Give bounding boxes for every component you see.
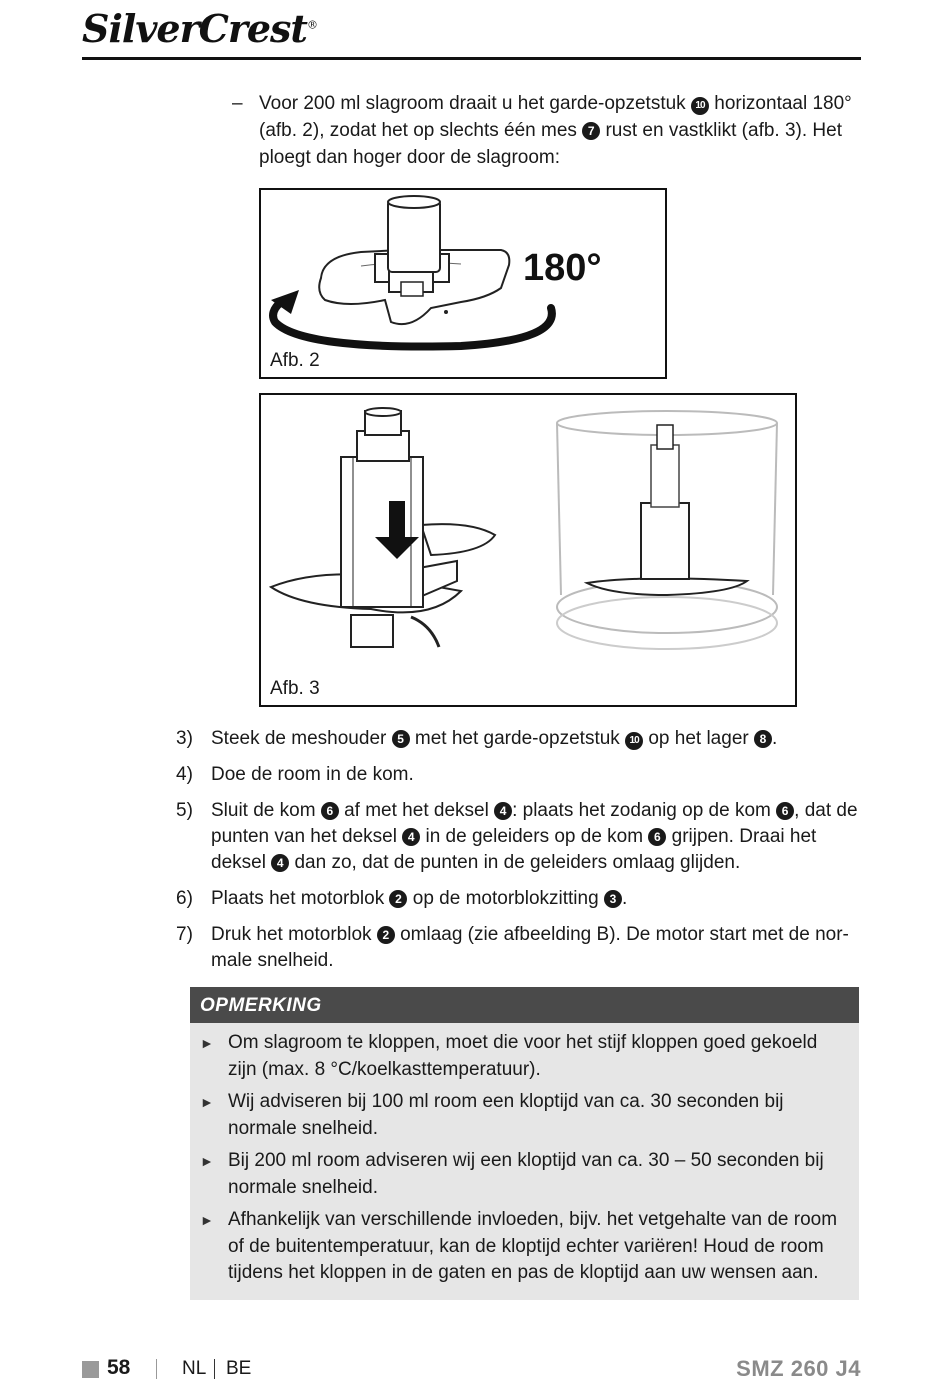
step-text: .: [772, 728, 778, 749]
step-number: 5): [176, 800, 193, 821]
language-nl: NL: [182, 1358, 207, 1379]
note-title: OPMERKING: [190, 987, 859, 1023]
whisk-rotation-illustration: [261, 190, 665, 377]
part-ref-4: 4: [402, 828, 420, 846]
step-text: Druk het motorblok: [211, 924, 377, 945]
step-text: op het lager: [643, 728, 754, 749]
step-item: [176, 922, 866, 974]
step-text: Plaats het motorblok: [211, 888, 390, 909]
part-ref-10: 10: [625, 732, 643, 750]
part-ref-3: 3: [604, 890, 622, 908]
step-text: , dat de punten van het deksel: [211, 800, 858, 847]
note-item: [200, 1030, 849, 1083]
whisk-installation-illustration: [261, 395, 795, 705]
step-text: .: [621, 888, 628, 909]
figure-3-caption: Afb. 3: [270, 678, 320, 699]
step-text: dan zo, dat de punten in de geleiders omlaag glijden.: [289, 852, 741, 873]
note-box: [190, 987, 859, 1300]
step-text: Sluit de kom: [211, 800, 321, 821]
step-text: in de geleiders op de kom: [420, 826, 649, 847]
step-item: [176, 886, 866, 912]
step-text: : plaats het zodanig op de kom: [512, 800, 777, 821]
part-ref-2: 2: [389, 890, 407, 908]
part-ref-8: 8: [754, 730, 772, 748]
step-text: omlaag (zie afbeelding B). De motor start met de nor-male snelheid.: [211, 924, 849, 971]
note-item: [200, 1207, 849, 1287]
dash-bullet: –: [232, 93, 243, 114]
note-item: [200, 1089, 849, 1142]
step-number: 4): [176, 764, 193, 785]
note-text: Afhankelijk van verschillende invloeden, bijv. het vetgehalte van de room of de buitentemperatuur, kan de kloptijd echter variëren! Houd de room tijdens het kloppen in de gaten en pas de kloptijd aan uw wensen aan.: [228, 1209, 838, 1283]
note-text: Bij 200 ml room adviseren wij een kloptijd van ca. 30 – 50 seconden bij normale snelheid.: [228, 1150, 824, 1198]
part-ref-6: 6: [648, 828, 666, 846]
step-text: af met het deksel: [338, 800, 495, 821]
note-list: [190, 1023, 859, 1287]
part-ref-6: 6: [776, 802, 794, 820]
part-ref-4: 4: [494, 802, 512, 820]
step-text: op de motorblokzitting: [407, 888, 604, 909]
figure-2: [259, 188, 667, 379]
step-text: Steek de meshouder: [211, 728, 392, 749]
part-ref-5: 5: [392, 730, 410, 748]
bullet-arrow-icon: ►: [200, 1212, 214, 1228]
page-marker-square: [82, 1361, 99, 1378]
footer-divider: [156, 1359, 157, 1379]
model-number: SMZ 260 J4: [736, 1356, 861, 1381]
step-item: [176, 726, 866, 752]
language-divider: [214, 1359, 215, 1379]
step-number: 3): [176, 728, 193, 749]
step-item: [176, 762, 866, 788]
step-text: grijpen. Draai het deksel: [211, 826, 817, 873]
bullet-arrow-icon: ►: [200, 1153, 214, 1169]
step-text: met het garde-opzetstuk: [409, 728, 626, 749]
figure-2-caption: Afb. 2: [270, 350, 320, 371]
step-number: 7): [176, 924, 193, 945]
note-item: [200, 1148, 849, 1201]
header-rule: [82, 57, 861, 60]
figure-3: [259, 393, 797, 707]
note-text: Wij adviseren bij 100 ml room een kloptijd van ca. 30 seconden bij normale snelheid.: [228, 1091, 784, 1139]
instruction-steps: [176, 726, 866, 984]
page-number: 58: [107, 1356, 131, 1379]
step-number: 6): [176, 888, 193, 909]
step-item: [176, 798, 866, 876]
intro-paragraph: – Voor 200 ml slagroom draait u het garde-opzetstuk 10 horizontaal 180° (afb. 2), zodat het op slechts één mes 7 rust en vastklikt (afb. 3). Het ploegt dan hoger door de slagroom:: [232, 90, 862, 171]
rotation-label: 180°: [523, 247, 602, 289]
footer: [82, 1356, 861, 1386]
part-ref-4: 4: [271, 854, 289, 872]
note-text: Om slagroom te kloppen, moet die voor het stijf kloppen goed gekoeld zijn (max. 8 °C/koelkasttemperatuur).: [228, 1032, 818, 1080]
part-ref-10: 10: [691, 97, 709, 115]
part-ref-7: 7: [582, 122, 600, 140]
bullet-arrow-icon: ►: [200, 1094, 214, 1110]
language-be: BE: [226, 1358, 252, 1379]
part-ref-6: 6: [321, 802, 339, 820]
part-ref-2: 2: [377, 926, 395, 944]
step-text: Doe de room in de kom.: [211, 764, 414, 785]
brand-logo: SilverCrest®: [82, 6, 317, 51]
bullet-arrow-icon: ►: [200, 1035, 214, 1051]
